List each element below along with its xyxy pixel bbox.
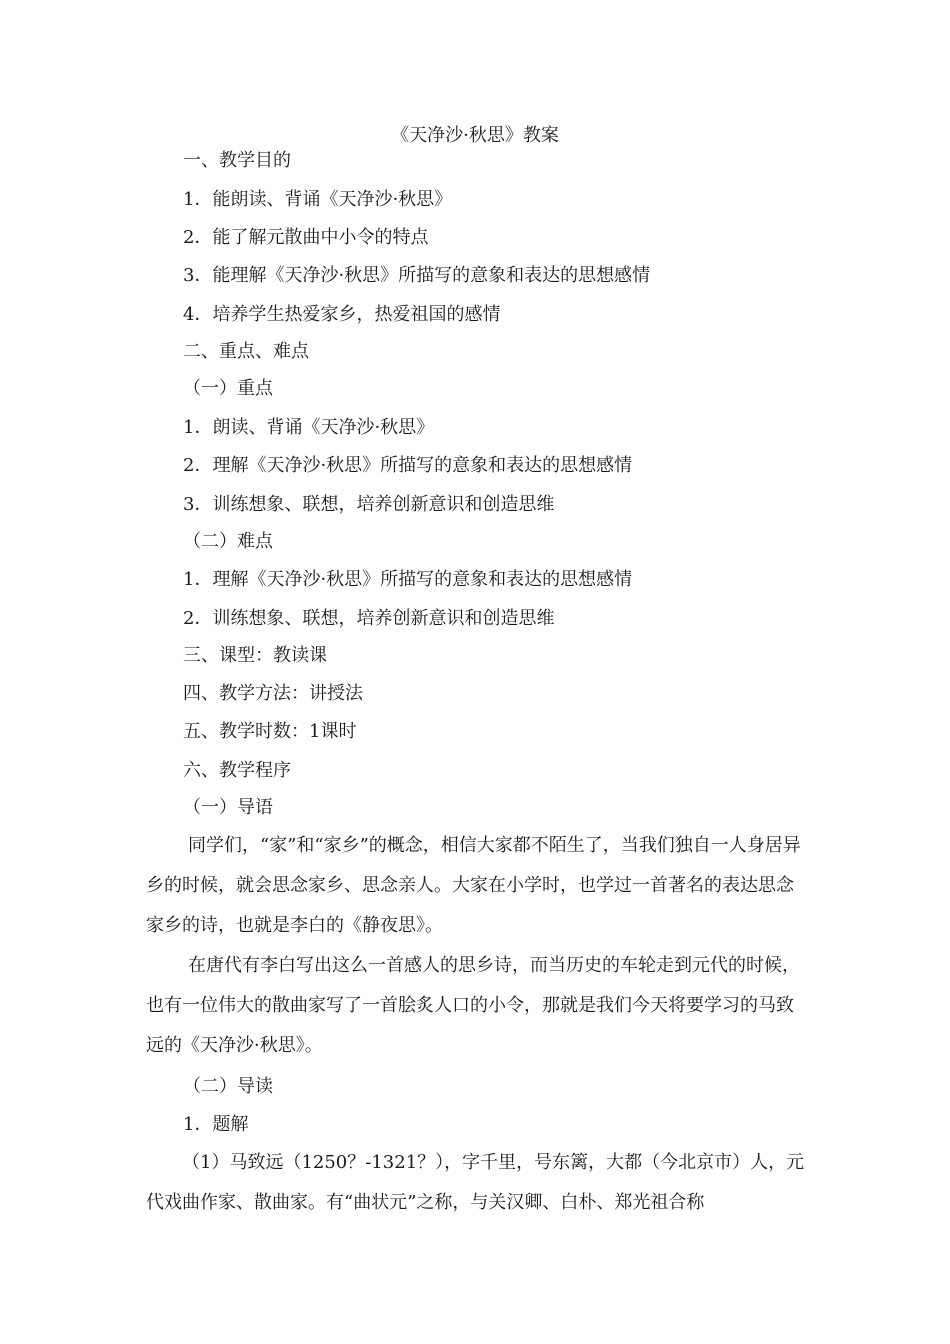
section-heading: 五、教学时数：1课时 <box>183 721 357 742</box>
subsection-heading: （一）导语 <box>183 797 273 818</box>
subsection-heading: （二）导读 <box>183 1076 273 1097</box>
section-heading: 一、教学目的 <box>183 150 291 171</box>
body-paragraph: （1）马致远（1250？-1321？），字千里，号东篱，大都（今北京市）人，元代戏曲作家、散曲家。有“曲状元”之称，与关汉卿、白朴、郑光祖合称 <box>146 1152 805 1213</box>
body-paragraph: 同学们，“家”和“家乡”的概念，相信大家都不陌生了，当我们独自一人身居异乡的时候，就会思念家乡、思念亲人。大家在小学时，也学过一首著名的表达思念家乡的诗，也就是李白的《静夜思》。 <box>146 835 801 936</box>
body-paragraph: 在唐代有李白写出这么一首感人的思乡诗，而当历史的车轮走到元代的时候，也有一位伟大的散曲家写了一首脍炙人口的小令，那就是我们今天将要学习的马致远的《天净沙·秋思》。 <box>146 955 800 1056</box>
list-item: 1．题解 <box>183 1114 249 1135</box>
subsection-heading: （二）难点 <box>183 531 273 552</box>
section-heading: 四、教学方法：讲授法 <box>183 683 363 704</box>
list-item: 1．朗读、背诵《天净沙·秋思》 <box>183 417 435 438</box>
list-item: 4．培养学生热爱家乡，热爱祖国的感情 <box>183 304 501 325</box>
list-item: 2．能了解元散曲中小令的特点 <box>183 227 429 248</box>
subsection-heading: （一）重点 <box>183 378 273 399</box>
document-title: 《天净沙·秋思》教案 <box>391 125 559 146</box>
list-item: 3．训练想象、联想，培养创新意识和创造思维 <box>183 494 555 515</box>
list-item: 1．理解《天净沙·秋思》所描写的意象和表达的思想感情 <box>183 569 633 590</box>
list-item: 2．训练想象、联想，培养创新意识和创造思维 <box>183 608 555 629</box>
section-heading: 六、教学程序 <box>183 760 291 781</box>
list-item: 1．能朗读、背诵《天净沙·秋思》 <box>183 189 453 210</box>
section-heading: 三、课型：教读课 <box>183 645 327 666</box>
list-item: 2．理解《天净沙·秋思》所描写的意象和表达的思想感情 <box>183 455 633 476</box>
list-item: 3．能理解《天净沙·秋思》所描写的意象和表达的思想感情 <box>183 265 651 286</box>
section-heading: 二、重点、难点 <box>183 341 309 362</box>
